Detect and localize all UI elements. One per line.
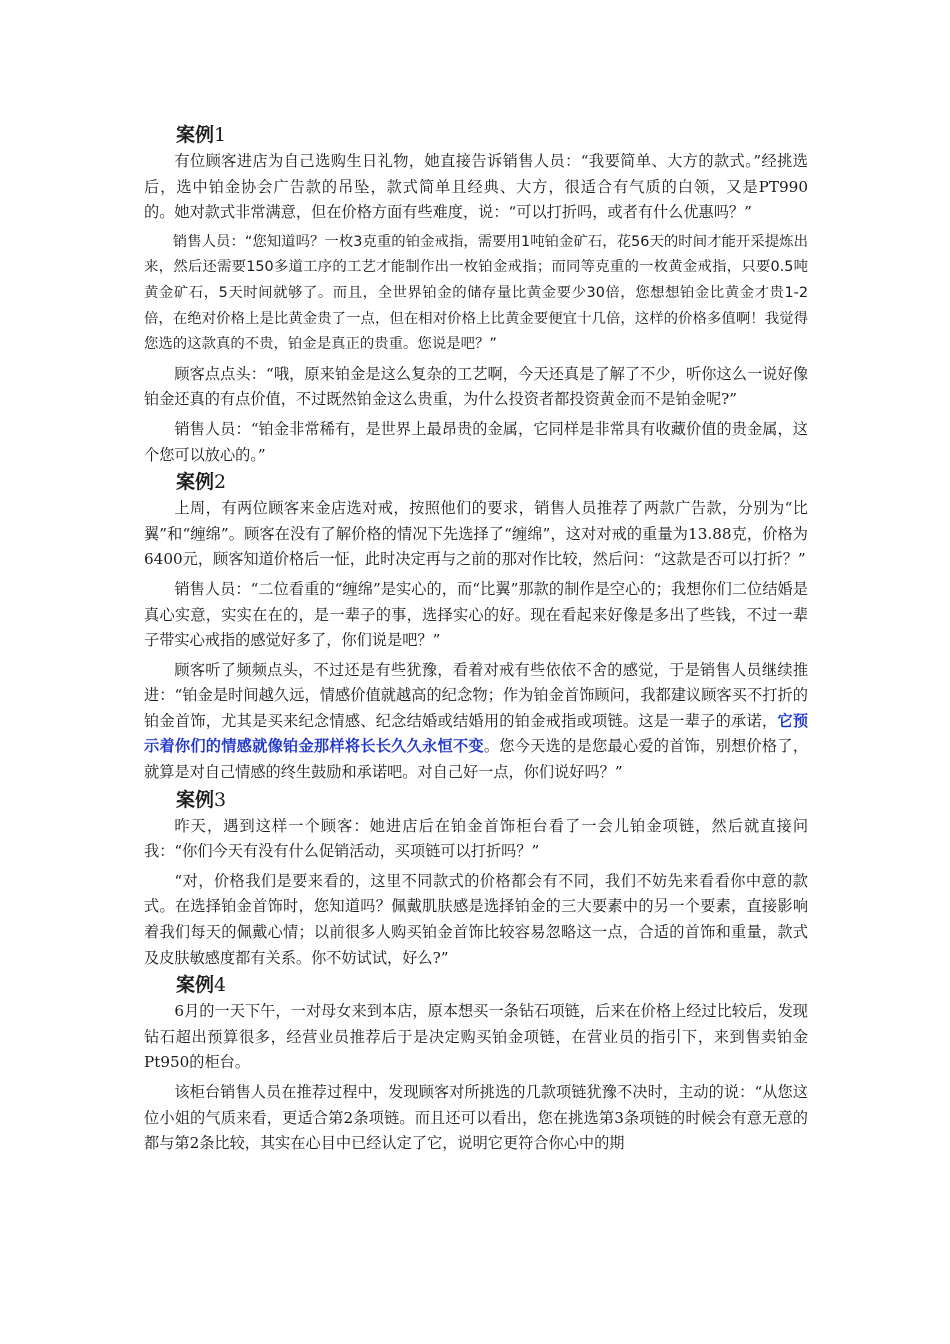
case-3-paragraph-1: 昨天，遇到这样一个顾客：她进店后在铂金首饰柜台看了一会儿铂金项链，然后就直接问我：“你们今天有没有什么促销活动，买项链可以打折吗？” <box>144 816 808 861</box>
case-2-paragraph-3-ending: 。您今天选的是您最心爱的首饰，别想价格了，就算是对自己情感的终生鼓励和承诺吧。对自己好一点，你们说好吗？” <box>144 737 809 782</box>
case-heading-label: 案例 <box>176 124 215 146</box>
case-1-paragraph-4: 销售人员：“铂金非常稀有，是世界上最昂贵的金属，它同样是非常具有收藏价值的贵金属，这个您可以放心的。” <box>144 419 808 464</box>
case-3-heading <box>176 786 808 814</box>
case-heading-label: 案例 <box>176 788 215 811</box>
document-body <box>144 121 824 1157</box>
case-heading-number: 3 <box>214 788 227 811</box>
case-heading-label: 案例 <box>176 974 215 997</box>
case-4-paragraph-1: 6月的一天下午，一对母女来到本店，原本想买一条钻石项链，后来在价格上经过比较后，发现钻石超出预算很多，经营业员推荐后于是决定购买铂金项链，在营业员的指引下，来到售卖铂金Pt950的柜台。 <box>144 1002 808 1072</box>
case-2-paragraph-3-text: 顾客听了频频点头，不过还是有些犹豫，看着对戒有些依依不舍的感觉，于是销售人员继续推进：“铂金是时间越久远，情感价值就越高的纪念物；作为铂金首饰顾问，我都建议顾客买不打折的铂金首饰，尤其是买来纪念情感、纪念结婚或结婚用的铂金戒指或项链。这是一辈子的承诺， <box>144 660 808 730</box>
case-2-paragraph-2: 销售人员：“二位看重的“缠绵”是实心的，而“比翼”那款的制作是空心的；我想你们二位结婚是真心实意，实实在在的，是一辈子的事，选择实心的好。现在看起来好像是多出了些钱，不过一辈子带实心戒指的感觉好多了，你们说是吧？” <box>144 579 808 650</box>
case-heading-number: 4 <box>214 974 227 997</box>
highlighted-phrase: 它预示着你们的情感就像铂金那样将长长久久永恒不变 <box>144 711 809 756</box>
case-3-paragraph-2: “对，价格我们是要来看的，这里不同款式的价格都会有不同，我们不妨先来看看你中意的款式。在选择铂金首饰时，您知道吗？佩戴肌肤感是选择铂金的三大要素中的另一个要素，直接影响着我们每天的佩戴心情；以前很多人购买铂金首饰比较容易忽略这一点，合适的首饰和重量，款式及皮肤敏感度都有关系。你不妨试试，好么?” <box>144 871 808 967</box>
case-2-paragraph-3 <box>144 658 808 786</box>
case-heading-number: 2 <box>214 471 227 494</box>
case-2-heading <box>176 468 808 496</box>
case-1-paragraph-3: 顾客点点头：“哦，原来铂金是这么复杂的工艺啊，今天还真是了解了不少，听你这么一说好像铂金还真的有点价值，不过既然铂金这么贵重，为什么投资者都投资黄金而不是铂金呢?” <box>144 364 808 409</box>
case-1-paragraph-1: 有位顾客进店为自己选购生日礼物，她直接告诉销售人员：“我要简单、大方的款式。”经挑选后，选中铂金协会广告款的吊坠，款式简单且经典、大方，很适合有气质的白领，又是PT990 的。她对款式非常满意，但在价格方面有些难度，说：“可以打折吗，或者有什么优惠吗？” <box>144 152 824 222</box>
case-4-heading <box>176 971 808 999</box>
case-2-paragraph-1: 上周，有两位顾客来金店选对戒，按照他们的要求，销售人员推荐了两款广告款，分别为“比翼”和“缠绵”。顾客在没有了解价格的情况下先选择了“缠绵”，这对对戒的重量为13.88克，价格为6400元，顾客知道价格后一怔，此时决定再与之前的那对作比较，然后问：“这款是否可以打折？” <box>144 499 808 569</box>
case-1-heading <box>176 121 808 149</box>
case-heading-label: 案例 <box>176 471 215 494</box>
case-1-paragraph-2: 销售人员：“您知道吗？一枚3克重的铂金戒指，需要用1吨铂金矿石，花56天的时间才能开采提炼出来，然后还需要150多道工序的工艺才能制作出一枚铂金戒指；而同等克重的一枚黄金戒指，只要0.5吨黄金矿石，5天时间就够了。而且，全世界铂金的储存量比黄金要少30倍，您想想铂金比黄金才贵1-2倍，在绝对价格上是比黄金贵了一点，但在相对价格上比黄金要便宜十几倍，这样的价格多值啊！我觉得您选的这款真的不贵，铂金是真正的贵重。您说是吧？” <box>144 233 808 353</box>
case-heading-number: 1 <box>214 124 227 146</box>
case-4-paragraph-2: 该柜台销售人员在推荐过程中，发现顾客对所挑选的几款项链犹豫不决时，主动的说：“从您这位小姐的气质来看，更适合第2条项链。而且还可以看出，您在挑选第3条项链的时候会有意无意的都与第2条比较，其实在心目中已经认定了它，说明它更符合你心中的期 <box>144 1083 808 1153</box>
